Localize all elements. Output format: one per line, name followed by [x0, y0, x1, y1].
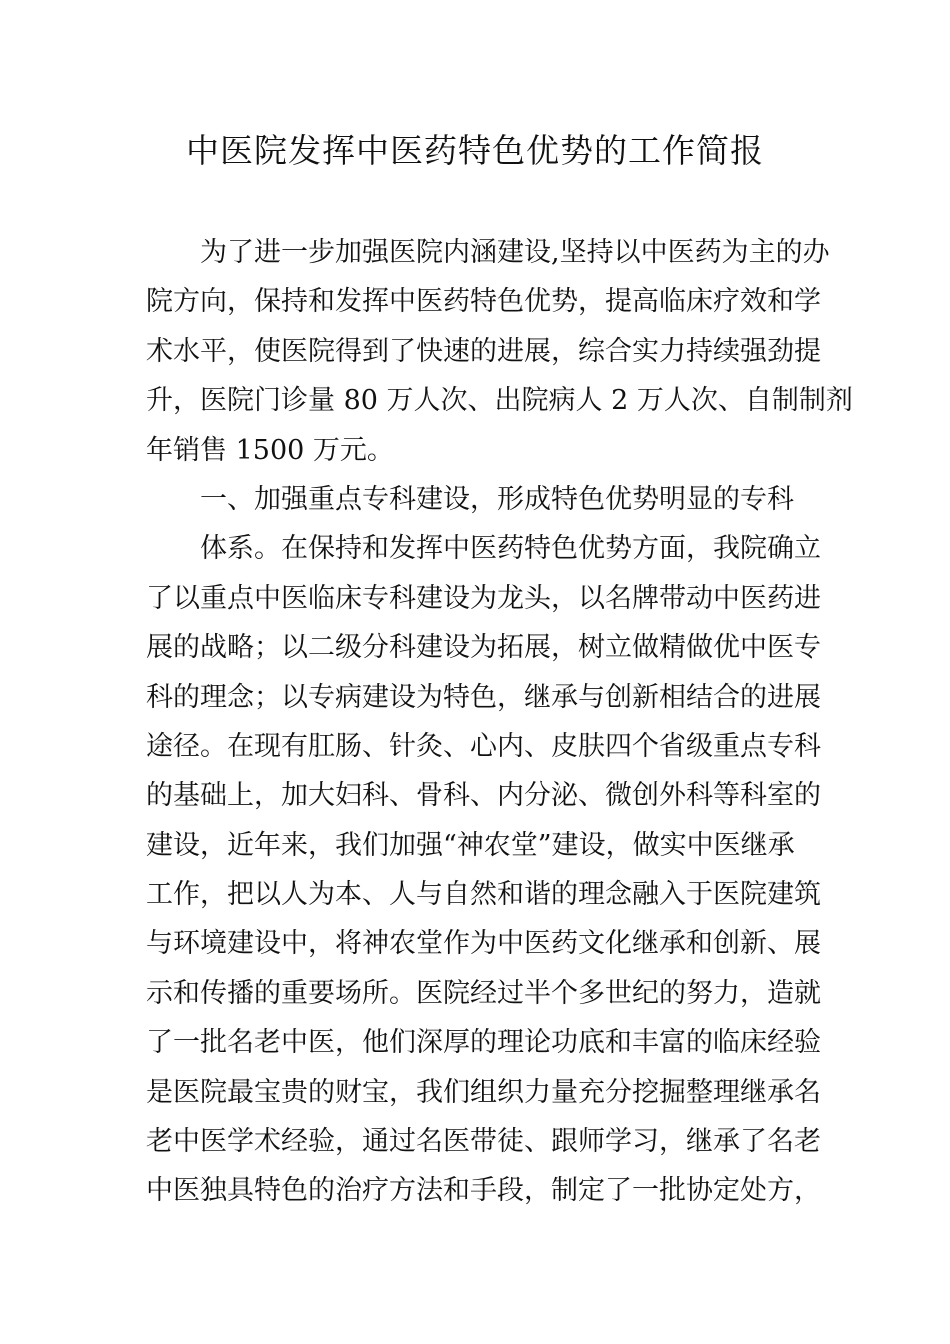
paragraph-line: 是医院最宝贵的财宝，我们组织力量充分挖掘整理继承名	[146, 1076, 821, 1108]
paragraph-line: 途径。在现有肛肠、针灸、心内、皮肤四个省级重点专科	[146, 730, 821, 762]
paragraph-line: 示和传播的重要场所。医院经过半个多世纪的努力，造就	[146, 977, 821, 1009]
paragraph-line: 中医独具特色的治疗方法和手段，制定了一批协定处方，	[146, 1175, 821, 1207]
paragraph-line: 工作，把以人为本、人与自然和谐的理念融入于医院建筑	[146, 879, 821, 911]
paragraph-line: 体系。在保持和发挥中医药特色优势方面，我院确立	[200, 533, 821, 565]
document-body	[146, 228, 853, 1216]
section-heading: 一、加强重点专科建设，形成特色优势明显的专科	[200, 483, 794, 515]
paragraph-line: 了一批名老中医，他们深厚的理论功底和丰富的临床经验	[146, 1027, 821, 1059]
paragraph-line: 展的战略；以二级分科建设为拓展，树立做精做优中医专	[146, 632, 821, 664]
paragraph-line: 升，医院门诊量 80 万人次、出院病人 2 万人次、自制制剂	[146, 385, 853, 417]
paragraph-line: 科的理念；以专病建设为特色，继承与创新相结合的进展	[146, 681, 821, 713]
paragraph-line: 为了进一步加强医院内涵建设,坚持以中医药为主的办	[200, 237, 830, 268]
paragraph-line: 老中医学术经验，通过名医带徒、跟师学习，继承了名老	[146, 1126, 821, 1158]
paragraph-line: 建设，近年来，我们加强“神农堂”建设，做实中医继承	[146, 829, 795, 861]
document-title: 中医院发挥中医药特色优势的工作简报	[186, 131, 764, 170]
paragraph-line: 术水平，使医院得到了快速的进展，综合实力持续强劲提	[146, 335, 821, 367]
paragraph-line: 的基础上，加大妇科、骨科、内分泌、微创外科等科室的	[146, 780, 821, 812]
paragraph-line: 了以重点中医临床专科建设为龙头，以名牌带动中医药进	[146, 582, 821, 614]
paragraph-line: 年销售 1500 万元。	[146, 434, 394, 466]
paragraph-line: 与环境建设中，将神农堂作为中医药文化继承和创新、展	[146, 928, 821, 960]
paragraph-line: 院方向，保持和发挥中医药特色优势，提高临床疗效和学	[146, 286, 821, 318]
